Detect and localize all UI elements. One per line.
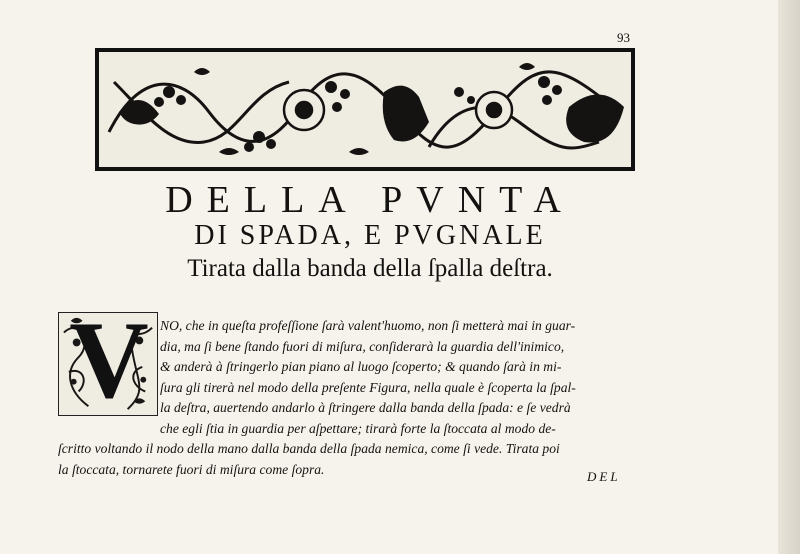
chapter-title: DELLA PVNTA: [165, 179, 575, 221]
page-number: 93: [617, 30, 630, 45]
body-line: dia, ma ſi bene ſtando fuori di miſura, conſiderarà la guardia dell'inimico,: [160, 338, 565, 354]
body-paragraph: [58, 316, 660, 480]
body-line: che egli ſtia in guardia per aſpettare; tirarà forte la ſtoccata al modo de-: [160, 420, 556, 436]
page-edge: [778, 0, 800, 554]
body-line: ſcritto voltando il nodo della mano dalla banda della ſpada nemica, come ſi vede. Tirata poi: [58, 441, 560, 456]
catchword: DEL: [587, 469, 621, 484]
body-line: la deſtra, auertendo andarlo à ſtringere dalla banda della ſpada: e ſe vedrà: [160, 400, 571, 415]
body-line: ſura gli tirerà nel modo della preſente Figura, nella quale è ſcoperta la ſpal-: [160, 379, 576, 395]
drop-cap-letter: V: [69, 312, 149, 416]
chapter-description: Tirata dalla banda della ſpalla deſtra.: [187, 255, 553, 282]
body-line: NO, che in queſta profeſſione ſarà valent'huomo, non ſi metterà mai in guar-: [160, 318, 576, 333]
decorative-woodcut-banner: [95, 48, 635, 171]
chapter-subtitle: DI SPADA, E PVGNALE: [194, 220, 546, 251]
body-line: & anderà à ſtringerlo pian piano al luogo ſcoperto; & quando ſarà in mi-: [160, 359, 562, 374]
body-line: la ſtoccata, tornarete fuori di miſura come ſopra.: [58, 461, 325, 477]
